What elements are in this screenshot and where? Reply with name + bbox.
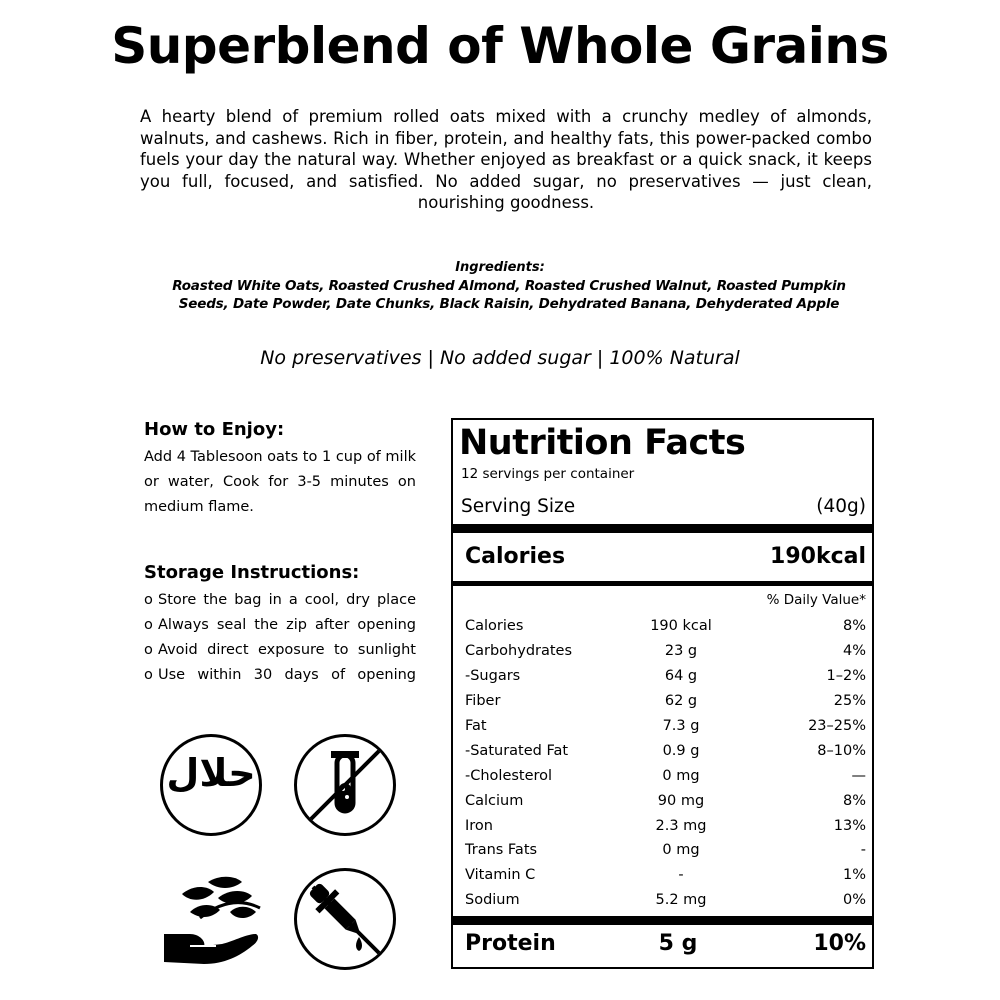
nutrient-name: Fat <box>465 718 487 734</box>
nutrient-name: -Sugars <box>465 668 521 685</box>
serving-size-label: Serving Size <box>461 496 576 517</box>
nutrient-daily-value: 8–10% <box>817 742 866 759</box>
list-item: o Store the bag in a cool, dry place <box>144 588 416 613</box>
table-row <box>465 714 866 739</box>
nutrient-amount: 0 mg <box>662 842 700 859</box>
divider <box>453 524 872 533</box>
table-row <box>465 614 866 639</box>
nutrient-name: Vitamin C <box>465 867 536 884</box>
bullet: o <box>144 592 153 608</box>
bullet: o <box>144 617 153 633</box>
nutrient-amount: 64 g <box>664 668 698 685</box>
nutrient-daily-value: 23–25% <box>808 718 866 734</box>
nutrient-table <box>465 614 866 913</box>
nutrient-daily-value: 4% <box>842 643 866 660</box>
nutrition-title: Nutrition Facts <box>459 423 746 463</box>
daily-value-header: % Daily Value* <box>766 592 866 608</box>
nutrient-daily-value: 1–2% <box>826 668 866 685</box>
nutrient-amount: 190 kcal <box>650 618 712 635</box>
nutrient-daily-value: - <box>860 842 866 859</box>
nutrient-daily-value: 8% <box>842 792 866 809</box>
tagline: No preservatives | No added sugar | 100% Natural <box>260 347 740 369</box>
nutrient-amount: 2.3 mg <box>655 817 707 834</box>
protein-amount: 5 g <box>658 931 698 956</box>
table-row <box>465 689 866 714</box>
ingredients-heading: Ingredients: <box>455 260 545 275</box>
serving-size-row <box>461 496 866 517</box>
halal-icon <box>160 734 262 836</box>
nutrient-amount: 0 mg <box>662 767 700 784</box>
nutrient-amount: 7.3 g <box>662 718 700 734</box>
nutrient-name: Calcium <box>465 792 524 809</box>
storage-heading: Storage Instructions: <box>144 562 360 583</box>
nutrient-daily-value: 25% <box>833 693 866 710</box>
nutrient-daily-value: 13% <box>833 817 866 834</box>
nutrient-amount: - <box>678 867 684 884</box>
calories-row <box>465 544 866 569</box>
list-item: o Use within 30 days of opening <box>144 663 416 688</box>
nutrient-daily-value: 0% <box>842 892 866 909</box>
table-row <box>465 763 866 788</box>
table-row <box>465 838 866 863</box>
storage-list <box>144 588 416 688</box>
page-title: Superblend of Whole Grains <box>111 17 889 75</box>
ingredients-list: Roasted White Oats, Roasted Crushed Almond, Roasted Crushed Walnut, Roasted Pumpkin Seeds, Date Powder, Date Chunks, Black Raisin, Dehydrated Banana, Dehyderated Apple <box>172 278 846 312</box>
nutrient-name: -Cholesterol <box>465 767 553 784</box>
table-row <box>465 813 866 838</box>
nutrient-daily-value: 8% <box>842 618 866 635</box>
table-row <box>465 664 866 689</box>
storage-section <box>144 561 416 688</box>
nutrient-name: Iron <box>465 817 493 834</box>
divider <box>453 581 872 586</box>
nutrient-name: Trans Fats <box>465 842 538 859</box>
no-chemicals-icon <box>294 734 396 836</box>
nutrient-name: Calories <box>465 618 524 635</box>
natural-leaves-hand-icon <box>160 872 264 968</box>
nutrition-facts-panel <box>451 418 874 969</box>
calories-value: 190kcal <box>770 544 866 569</box>
calories-label: Calories <box>465 544 566 569</box>
nutrient-name: -Saturated Fat <box>465 742 569 759</box>
no-added-color-dropper-icon <box>294 868 396 970</box>
dropper-icon <box>297 871 393 967</box>
table-row <box>465 788 866 813</box>
protein-row <box>465 931 866 956</box>
nutrient-amount: 62 g <box>664 693 698 710</box>
protein-label: Protein <box>465 931 556 956</box>
product-description: A hearty blend of premium rolled oats mixed with a crunchy medley of almonds, walnuts, and cashews. Rich in fiber, protein, and healthy fats, this power-packed combo fuels your day the natural way. Whether enjoyed as breakfast or a quick snack, it keeps you full, focused, and satisfied. No added sugar, no preservatives — just clean, nourishing goodness. <box>140 107 872 212</box>
list-item: o Avoid direct exposure to sunlight <box>144 638 416 663</box>
bullet: o <box>144 642 153 658</box>
protein-daily-value: 10% <box>813 931 866 956</box>
table-row <box>465 738 866 763</box>
test-tube-icon <box>297 737 393 833</box>
divider <box>453 916 872 925</box>
nutrient-amount: 23 g <box>664 643 698 660</box>
halal-text: حلال <box>166 751 256 795</box>
nutrient-amount: 0.9 g <box>662 742 700 759</box>
nutrient-daily-value: 1% <box>842 867 866 884</box>
list-item: o Always seal the zip after opening <box>144 613 416 638</box>
nutrient-daily-value: — <box>851 767 866 784</box>
servings-per-container: 12 servings per container <box>461 466 635 482</box>
table-row <box>465 639 866 664</box>
how-to-enjoy-heading: How to Enjoy: <box>144 419 285 440</box>
nutrient-name: Sodium <box>465 892 520 909</box>
table-row <box>465 888 866 913</box>
nutrient-name: Fiber <box>465 693 501 710</box>
serving-size-value: (40g) <box>816 496 866 517</box>
bullet: o <box>144 667 153 683</box>
table-row <box>465 863 866 888</box>
nutrient-name: Carbohydrates <box>465 643 573 660</box>
how-to-enjoy-section <box>144 418 416 520</box>
nutrient-amount: 90 mg <box>657 792 705 809</box>
how-to-enjoy-text: Add 4 Tablesoon oats to 1 cup of milk or water, Cook for 3-5 minutes on medium flame. <box>144 449 416 515</box>
nutrient-amount: 5.2 mg <box>655 892 707 909</box>
